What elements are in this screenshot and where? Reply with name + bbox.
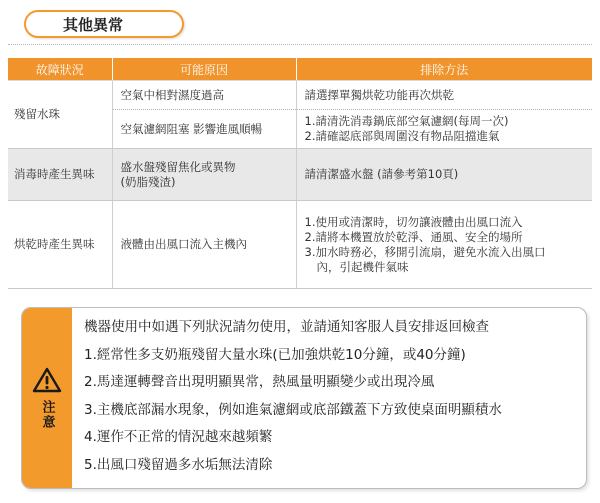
row-issue: 殘留水珠 xyxy=(8,81,112,149)
row-cause xyxy=(112,149,296,201)
notice-intro: 機器使用中如遇下列狀況請勿使用，並請通知客服人員安排返回檢查 xyxy=(84,319,489,335)
section-title: 其他異常 xyxy=(24,10,184,38)
notice-box xyxy=(21,307,587,489)
table-row xyxy=(8,149,592,201)
cause-line: (奶脂殘渣) xyxy=(120,174,176,189)
solution-line: 2.請將本機置放於乾淨、通風、安全的場所 xyxy=(304,229,523,244)
header-cause: 可能原因 xyxy=(112,58,296,81)
table-row xyxy=(8,81,592,110)
row-solution xyxy=(296,110,592,149)
solution-line: 1.使用或清潔時，切勿讓液體由出風口流入 xyxy=(304,214,523,229)
table-row xyxy=(8,201,592,289)
table-header-row xyxy=(8,58,592,81)
cause-line: 盛水盤殘留焦化或異物 xyxy=(120,159,236,174)
notice-item: 3.主機底部漏水現象，例如進氣濾網或底部鐵蓋下方致使桌面明顯積水 xyxy=(84,401,502,418)
row-solution xyxy=(296,201,592,289)
troubleshooting-table xyxy=(8,58,592,289)
notice-item: 5.出風口殘留過多水垢無法清除 xyxy=(84,456,273,473)
notice-item: 2.馬達運轉聲音出現明顯異常，熱風量明顯變少或出現冷風 xyxy=(84,374,435,390)
row-issue: 烘乾時產生異味 xyxy=(8,201,112,289)
solution-line: 1.請清洗消毒鍋底部空氣濾網(每周一次) xyxy=(304,114,509,128)
row-issue: 消毒時產生異味 xyxy=(8,149,112,201)
row-solution: 請選擇單獨烘乾功能再次烘乾 xyxy=(296,81,592,110)
header-symptom: 故障狀況 xyxy=(8,58,112,81)
warning-icon xyxy=(32,366,62,394)
solution-line: 2.請確認底部與周圍沒有物品阻擋進氣 xyxy=(304,129,500,143)
row-cause: 空氣濾網阻塞 影響進風順暢 xyxy=(112,110,296,149)
heading-divider xyxy=(8,44,592,45)
header-solution: 排除方法 xyxy=(296,58,592,81)
solution-line: 3.加水時務必，移開引流扇，避免水流入出風口 xyxy=(304,244,546,259)
notice-sidebar xyxy=(22,308,72,488)
row-solution: 請清潔盛水盤 (請參考第10頁) xyxy=(296,149,592,201)
notice-content xyxy=(84,314,580,479)
row-cause: 液體由出風口流入主機內 xyxy=(112,201,296,289)
notice-item: 1.經常性多支奶瓶殘留大量水珠(已加強烘乾10分鐘，或40分鐘) xyxy=(84,346,466,363)
solution-line: 內，引起機件氣味 xyxy=(316,259,409,274)
notice-label: 注意 xyxy=(39,400,55,430)
row-cause: 空氣中相對濕度過高 xyxy=(112,81,296,110)
section-heading xyxy=(8,10,592,42)
notice-item: 4.運作不正常的情況越來越頻繁 xyxy=(84,429,273,445)
